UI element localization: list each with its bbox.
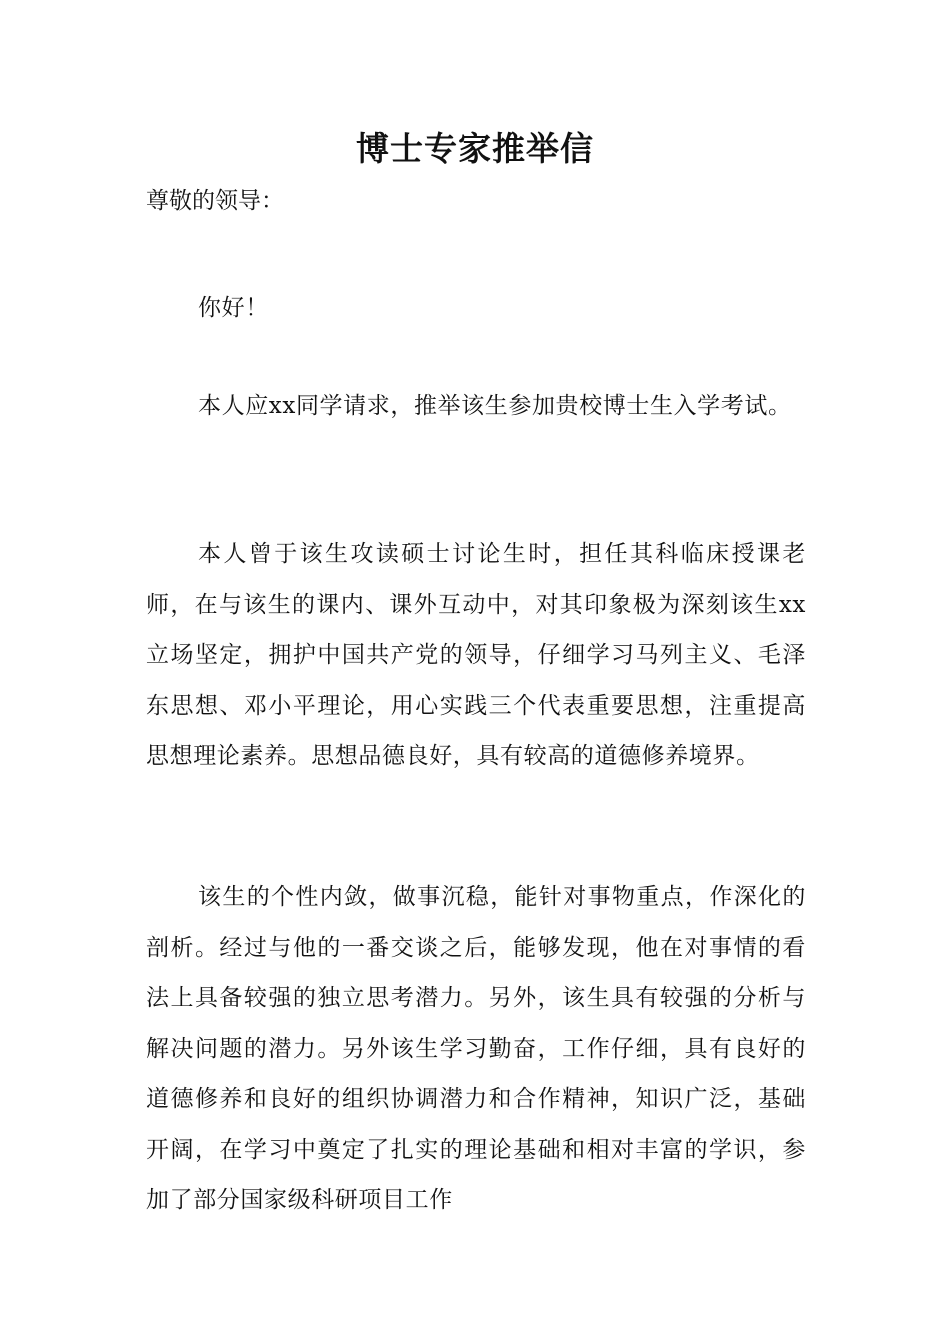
paragraph-abilities: 该生的个性内敛，做事沉稳，能针对事物重点，作深化的剖析。经过与他的一番交谈之后，能够发现，他在对事情的看法上具备较强的独立思考潜力。另外，该生具有较强的分析与解决问题的潜力。另外该生学习勤奋，工作仔细，具有良好的道德修养和良好的组织协调潜力和合作精神，知识广泛，基础开阔，在学习中奠定了扎实的理论基础和相对丰富的学识，参加了部分国家级科研项目工作	[146, 884, 806, 1213]
paragraph-character: 本人曾于该生攻读硕士讨论生时，担任其科临床授课老师，在与该生的课内、课外互动中，对其印象极为深刻该生xx立场坚定，拥护中国共产党的领导，仔细学习马列主义、毛泽东思想、邓小平理论，用心实践三个代表重要思想，注重提高思想理论素养。思想品德良好，具有较高的道德修养境界。	[146, 541, 806, 769]
paragraph-request: 本人应xx同学请求，推举该生参加贵校博士生入学考试。	[198, 393, 792, 419]
salutation: 尊敬的领导：	[146, 188, 284, 214]
document-title: 博士专家推举信	[356, 129, 594, 168]
greeting: 你好！	[198, 295, 269, 321]
